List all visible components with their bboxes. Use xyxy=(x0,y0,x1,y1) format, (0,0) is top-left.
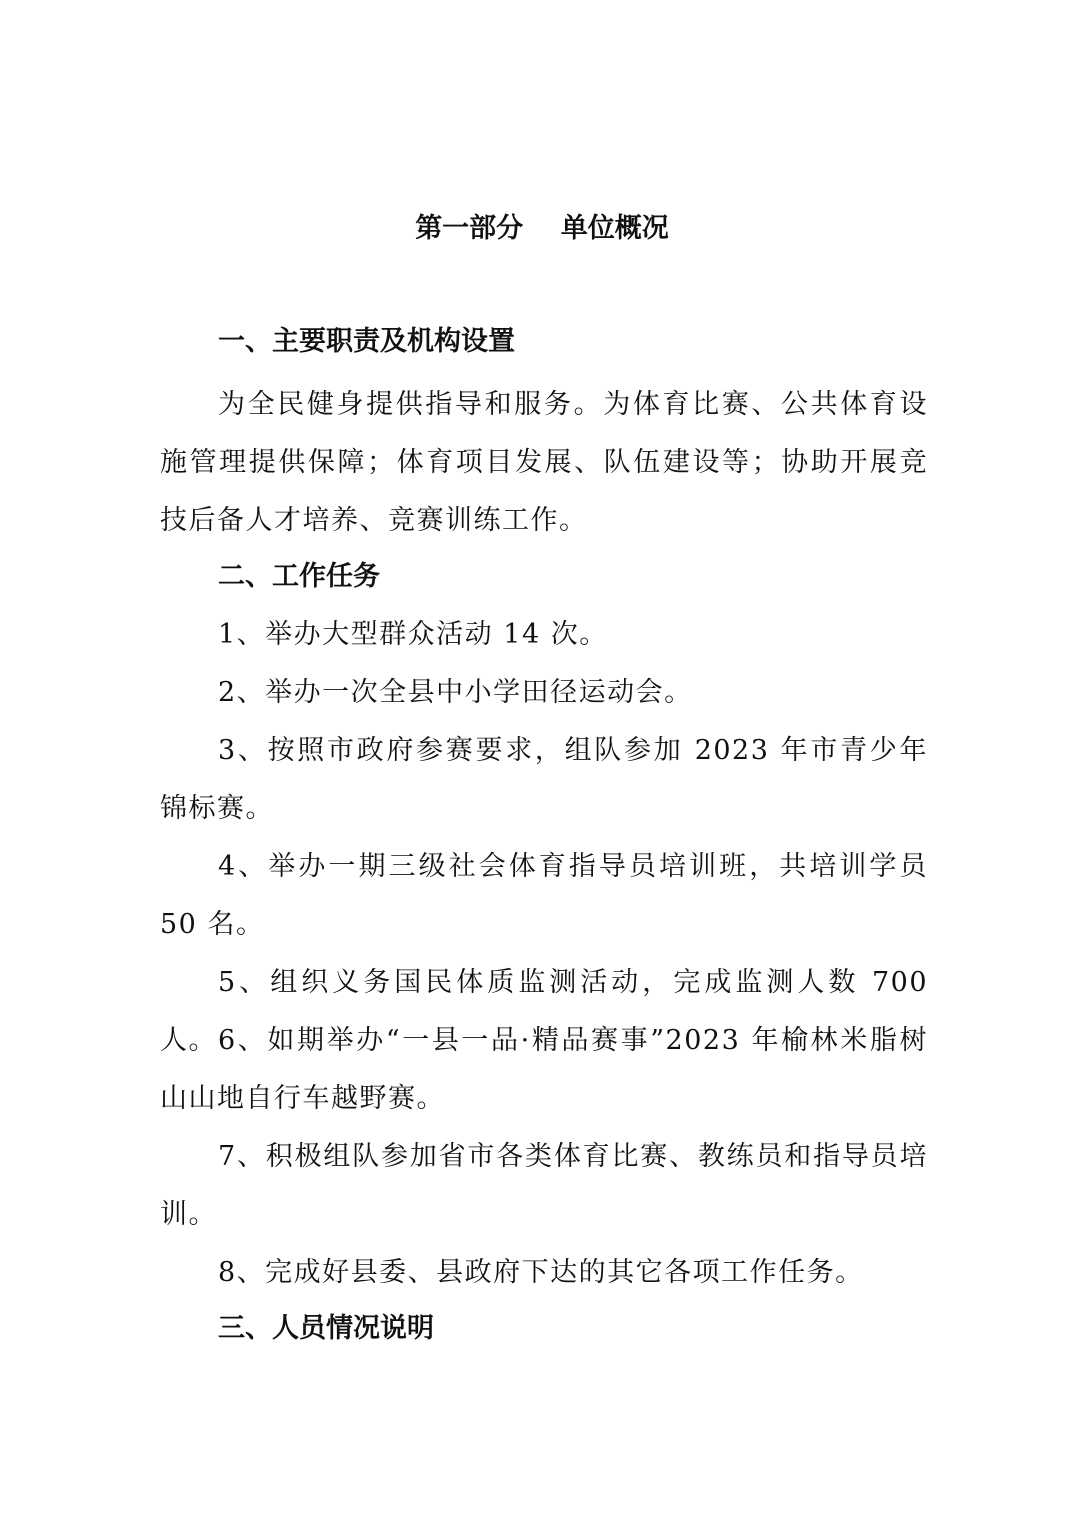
duties-paragraph: 为全民健身提供指导和服务。为体育比赛、公共体育设施管理提供保障；体育项目发展、队伍建设等；协助开展竞技后备人才培养、竞赛训练工作。 xyxy=(160,389,928,536)
task-item-5: 5、组织义务国民体质监测活动，完成监测人数 700 人。 xyxy=(160,967,928,1056)
page-title: 第一部分 单位概况 xyxy=(415,213,669,244)
task-item-3: 3、按照市政府参赛要求，组队参加 2023 年市青少年锦标赛。 xyxy=(160,735,928,824)
task-item-7: 7、积极组队参加省市各类体育比赛、教练员和指导员培训。 xyxy=(160,1141,928,1230)
task-item-8: 8、完成好县委、县政府下达的其它各项工作任务。 xyxy=(218,1257,864,1288)
task-item-4: 4、举办一期三级社会体育指导员培训班，共培训学员 50 名。 xyxy=(160,851,928,940)
section-heading-tasks: 二、工作任务 xyxy=(218,561,380,592)
task-item-6: 6、如期举办“一县一品·精品赛事”2023 年榆林米脂树山山地自行车越野赛。 xyxy=(160,1025,928,1114)
task-item-1: 1、举办大型群众活动 14 次。 xyxy=(218,619,608,650)
task-item-2: 2、举办一次全县中小学田径运动会。 xyxy=(218,677,693,708)
section-heading-staff: 三、人员情况说明 xyxy=(218,1313,434,1344)
section-heading-duties: 一、主要职责及机构设置 xyxy=(218,326,515,357)
